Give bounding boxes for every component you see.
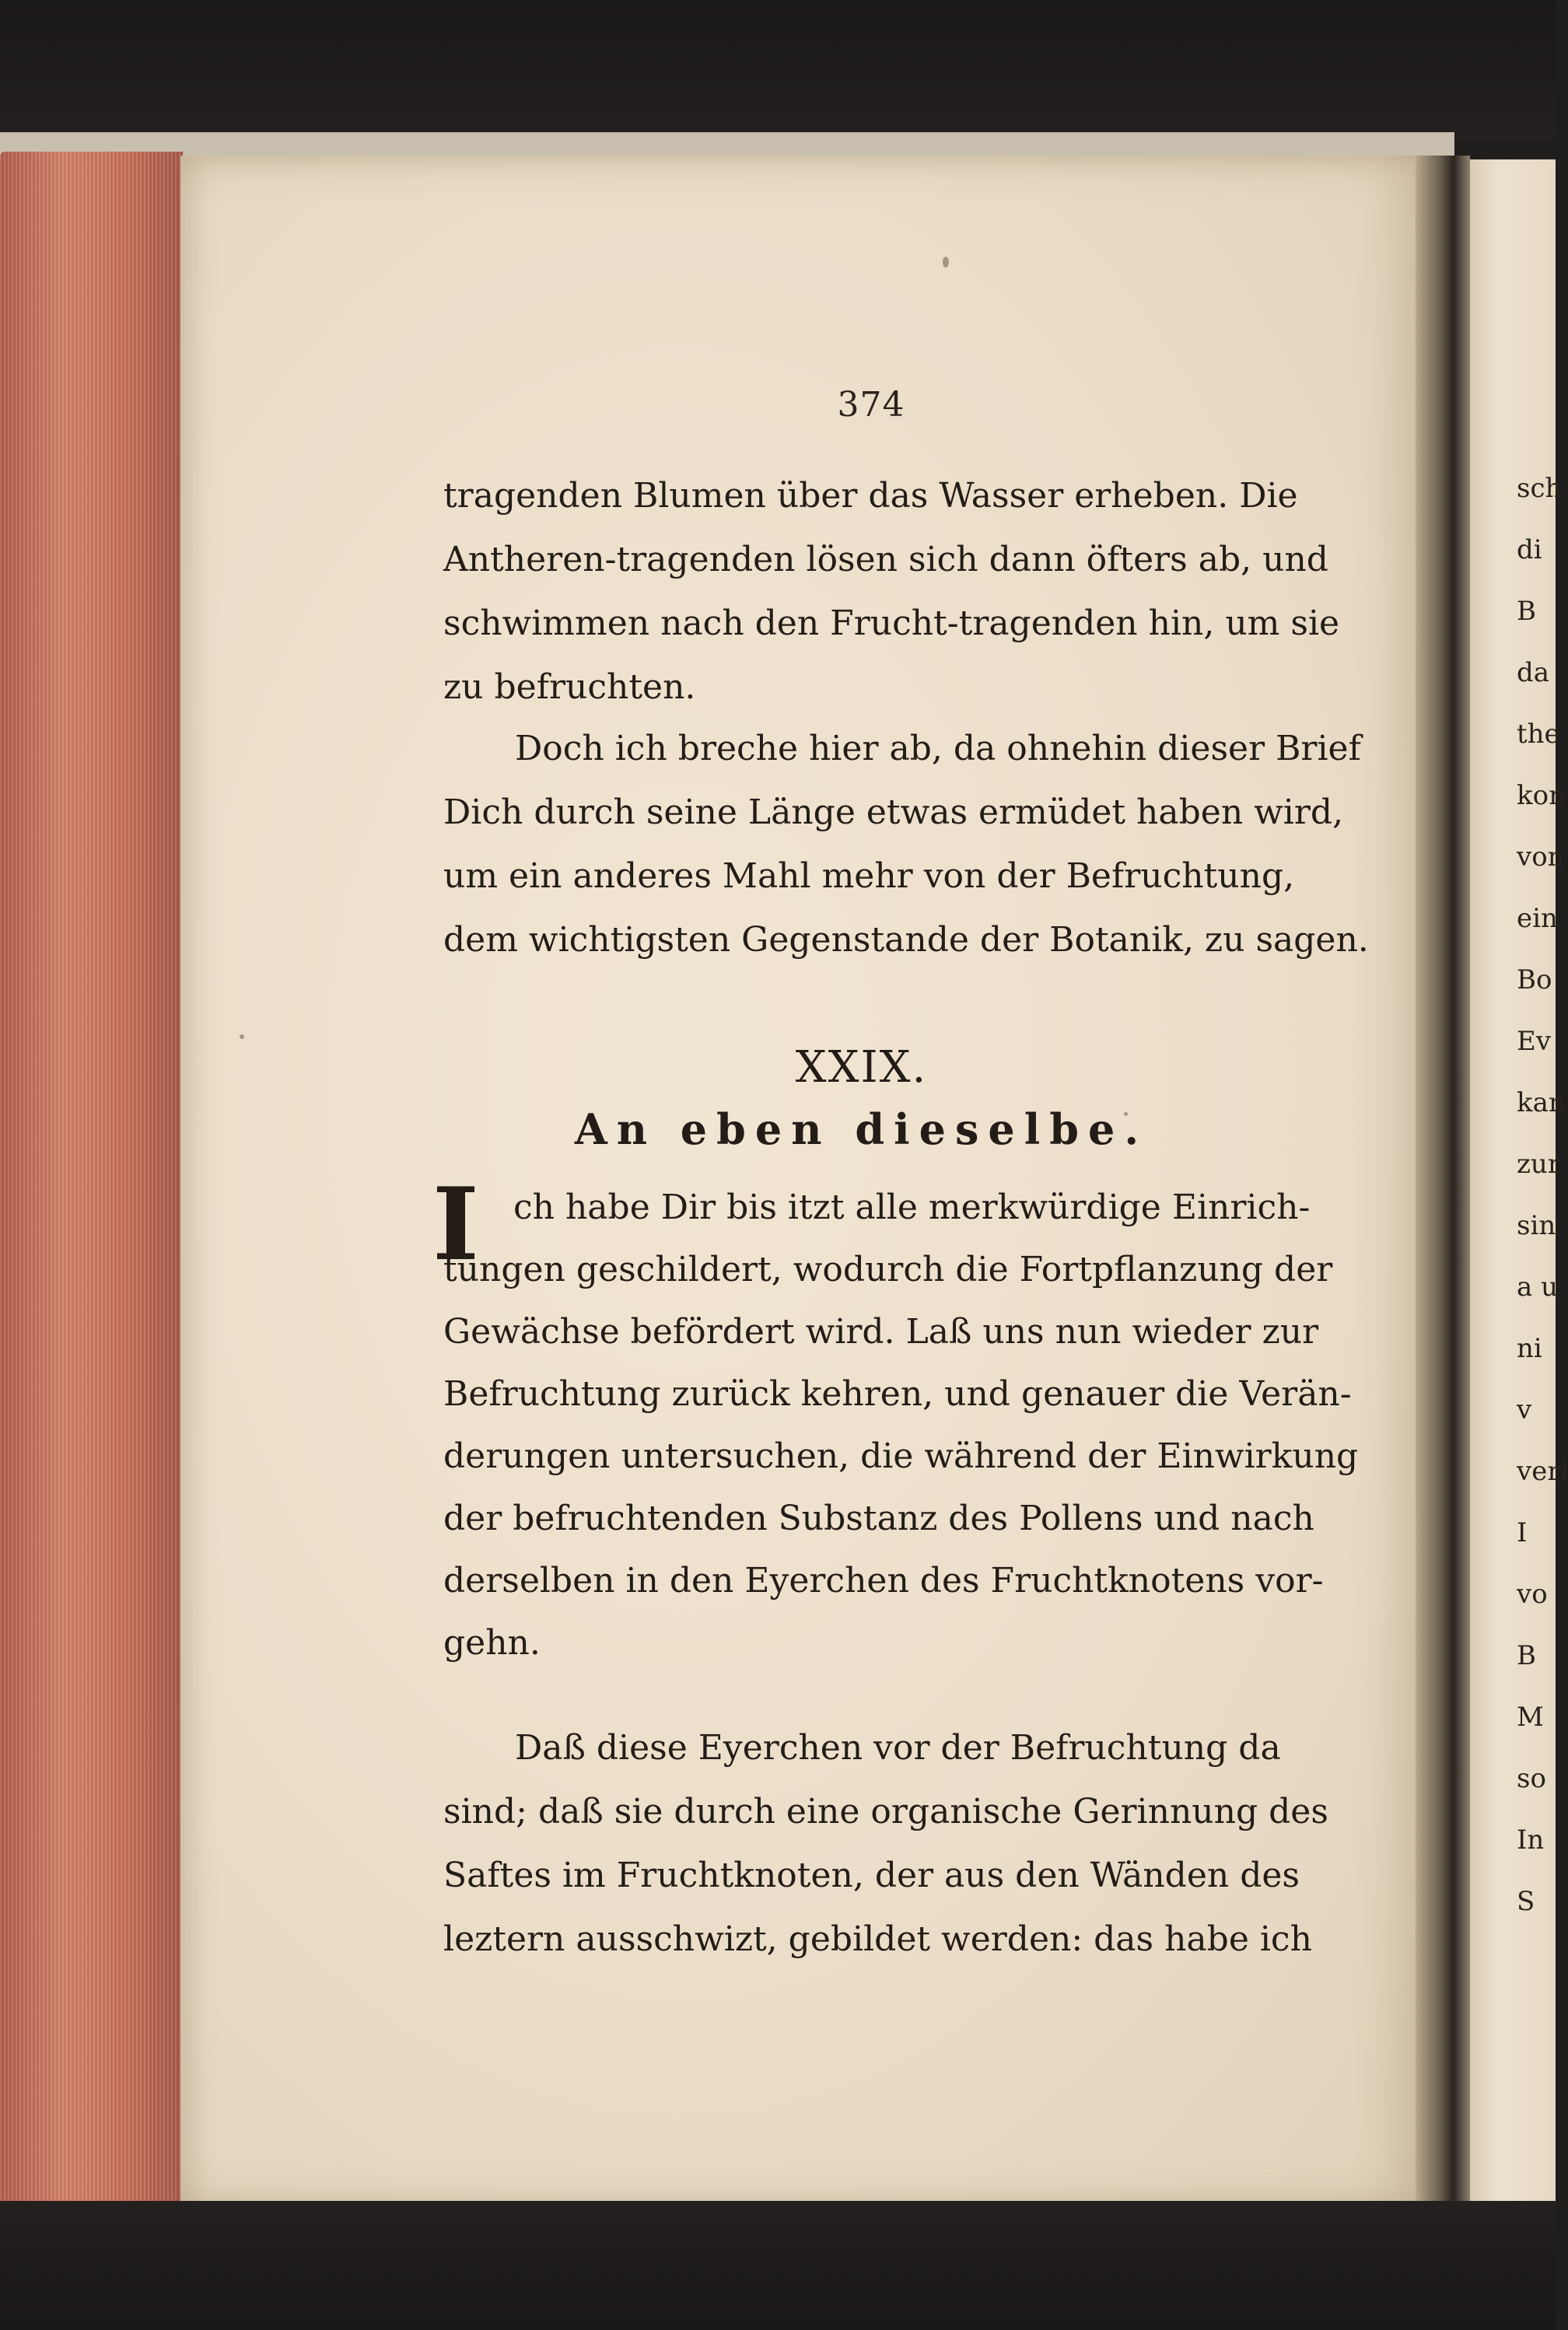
text-line: derselben in den Eyerchen des Fruchtknotens vor-: [443, 1561, 1324, 1601]
text-line: Befruchtung zurück kehren, und genauer die Verän-: [443, 1374, 1352, 1414]
facing-page-fragment: zur: [1517, 1149, 1561, 1180]
facing-page-fragment: kon: [1517, 780, 1566, 811]
facing-page-fragment: sin: [1517, 1210, 1556, 1241]
text-line: Saftes im Fruchtknoten, der aus den Wänden des: [443, 1856, 1300, 1895]
drop-cap: I: [432, 1167, 479, 1283]
facing-page-fragment: B: [1517, 596, 1536, 627]
background-top: [0, 0, 1556, 140]
facing-page-fragment: sch: [1517, 473, 1563, 504]
text-line: Antheren-tragenden lösen sich dann öfters ab, und: [443, 540, 1328, 579]
facing-page-fragment: I: [1517, 1517, 1528, 1548]
chapter-title: An eben dieselbe.: [574, 1104, 1149, 1154]
facing-page-fragment: S: [1517, 1886, 1535, 1917]
text-line: Doch ich breche hier ab, da ohnehin dieser Brief: [515, 729, 1361, 768]
facing-page-fragment: so: [1517, 1763, 1546, 1794]
text-line: leztern ausschwizt, gebildet werden: das habe ich: [443, 1919, 1312, 1959]
book-page: [180, 156, 1431, 2209]
facing-page-fragment: da: [1517, 657, 1550, 688]
facing-page-fragment: In: [1517, 1824, 1545, 1856]
text-line: dem wichtigsten Gegenstande der Botanik, zu sagen.: [443, 920, 1369, 960]
facing-page-fragment: Bo: [1517, 964, 1552, 995]
book-gutter: [1416, 156, 1470, 2209]
facing-page-fragment: M: [1517, 1702, 1544, 1733]
page-number: 374: [837, 385, 905, 425]
facing-page-fragment: the: [1517, 719, 1560, 750]
text-line: derungen untersuchen, die während der Einwirkung: [443, 1436, 1359, 1476]
facing-page-fragment: Ev: [1517, 1026, 1552, 1057]
facing-page-fragment: vo: [1517, 1579, 1548, 1610]
facing-page-fragment: ni: [1517, 1333, 1542, 1364]
text-line: zu befruchten.: [443, 667, 696, 707]
text-line: Dich durch seine Länge etwas ermüdet haben wird,: [443, 792, 1344, 832]
facing-page-fragment: B: [1517, 1640, 1536, 1671]
paper-speck: [943, 257, 949, 268]
text-line: sind; daß sie durch eine organische Gerinnung des: [443, 1792, 1328, 1831]
facing-page-fragment: di: [1517, 534, 1542, 565]
text-line: ch habe Dir bis itzt alle merkwürdige Einrich-: [513, 1188, 1311, 1227]
background-bottom: [0, 2201, 1556, 2330]
facing-page-fragment: kan: [1517, 1087, 1566, 1118]
chapter-number: XXIX.: [795, 1042, 928, 1093]
text-line: tungen geschildert, wodurch die Fortpflanzung der: [443, 1250, 1333, 1289]
facing-page-fragment: a u: [1517, 1272, 1558, 1303]
facing-page-fragment: ein: [1517, 903, 1558, 934]
text-line: gehn.: [443, 1623, 541, 1663]
text-line: der befruchtenden Substanz des Pollens und nach: [443, 1499, 1314, 1538]
paper-speck: [240, 1034, 244, 1039]
page-edges: [0, 152, 183, 2209]
text-line: um ein anderes Mahl mehr von der Befruchtung,: [443, 856, 1295, 896]
facing-page-fragment: von: [1517, 841, 1565, 873]
facing-page-fragment: v: [1517, 1394, 1532, 1426]
text-line: Daß diese Eyerchen vor der Befruchtung da: [515, 1728, 1281, 1768]
text-line: Gewächse befördert wird. Laß uns nun wieder zur: [443, 1312, 1319, 1352]
text-line: schwimmen nach den Frucht-tragenden hin, um sie: [443, 603, 1340, 643]
text-line: tragenden Blumen über das Wasser erheben. Die: [443, 476, 1298, 516]
facing-page-fragment: verl: [1517, 1456, 1568, 1487]
